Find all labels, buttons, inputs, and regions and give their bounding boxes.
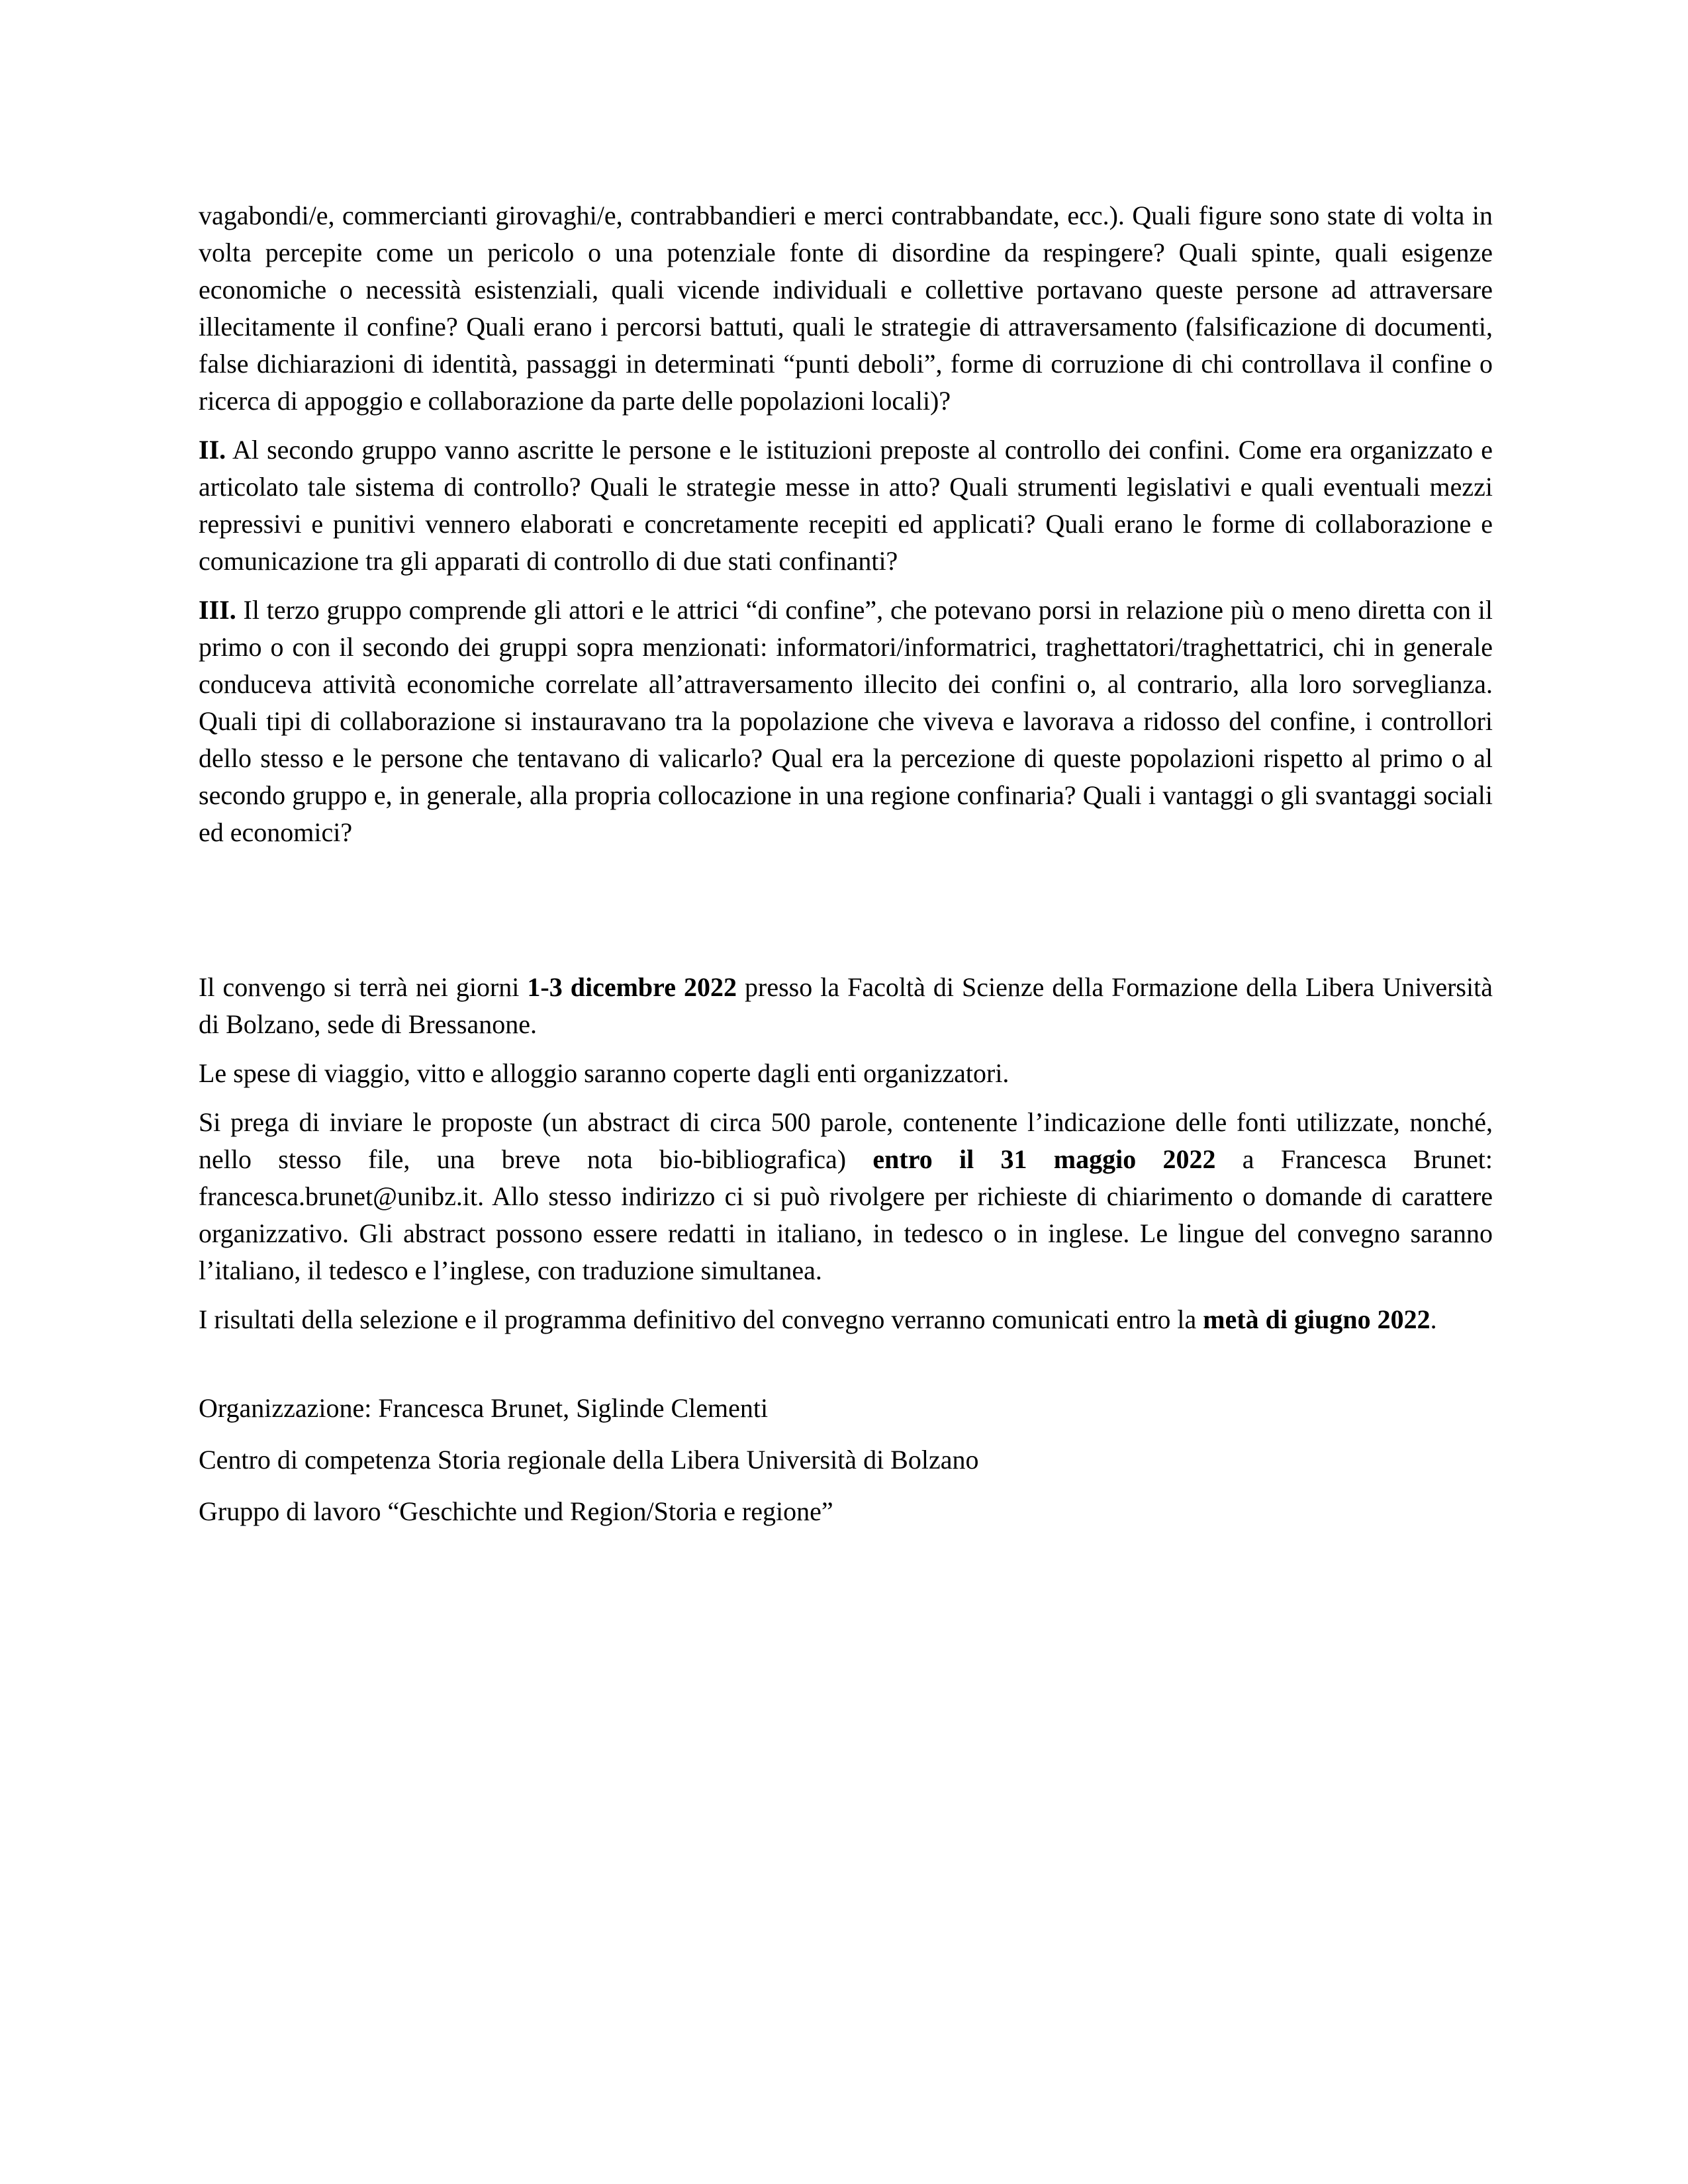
document-page: [199, 197, 1493, 1530]
intro-paragraph: [199, 197, 1493, 420]
submission-deadline: entro il 31 maggio 2022: [872, 1144, 1216, 1174]
results-date: metà di giugno 2022: [1203, 1304, 1430, 1334]
results-text-post: .: [1430, 1304, 1437, 1334]
second-group-label: II.: [199, 435, 226, 465]
submission-text-post: a Francesca Brunet: francesca.brunet@unibz.it. Allo stesso indirizzo ci si può rivolgere per richieste di chiarimento o domande di carattere organizzativo. Gli abstract possono essere redatti in italiano, in tedesco o in inglese. Le lingue del convegno saranno l’italiano, il tedesco e l’inglese, con traduzione simultanea.: [199, 1144, 1493, 1285]
second-group-paragraph: [199, 432, 1493, 580]
third-group-text: Il terzo gruppo comprende gli attori e le attrici “di confine”, che potevano porsi in relazione più o meno diretta con il primo o con il secondo dei gruppi sopra menzionati: informatori/informatrici, traghettatori/traghettatrici, chi in generale conduceva attività economiche correlate all’attraversamento illecito dei confini o, al contrario, alla loro sorveglianza. Quali tipi di collaborazione si instauravano tra la popolazione che viveva e lavorava a ridosso del confine, i controllori dello stesso e le persone che tentavano di valicarlo? Qual era la percezione di queste popolazioni rispetto al primo o al secondo gruppo e, in generale, alla propria collocazione in una regione confinaria? Quali i vantaggi o gli svantaggi sociali ed economici?: [199, 595, 1493, 847]
third-group-paragraph: [199, 592, 1493, 851]
conference-text-pre: Il convengo si terrà nei giorni: [199, 972, 528, 1002]
organizers-text: Organizzazione: Francesca Brunet, Siglinde Clementi: [199, 1393, 769, 1423]
results-paragraph: [199, 1301, 1493, 1338]
intro-text: vagabondi/e, commercianti girovaghi/e, contrabbandieri e merci contrabbandate, ecc.). Quali figure sono state di volta in volta percepite come un pericolo o una potenziale fonte di disordine da respingere? Quali spinte, quali esigenze economiche o necessità esistenziali, quali vicende individuali e collettive portavano queste persone ad attraversare illecitamente il confine? Quali erano i percorsi battuti, quali le strategie di attraversamento (falsificazione di documenti, false dichiarazioni di identità, passaggi in determinati “punti deboli”, forme di corruzione di chi controllava il confine o ricerca di appoggio e collaborazione da parte delle popolazioni locali)?: [199, 201, 1493, 416]
working-group-line: [199, 1493, 1493, 1530]
submission-paragraph: [199, 1104, 1493, 1289]
third-group-label: III.: [199, 595, 236, 625]
organizers-line: [199, 1390, 1493, 1427]
submission-text-pre: Si prega di inviare le proposte (un abstract di circa 500 parole, contenente l’indicazione delle fonti utilizzate, nonché, nello stesso file, una breve nota bio-bibliografica): [199, 1107, 1493, 1174]
competence-center-line: [199, 1441, 1493, 1479]
conference-dates: 1-3 dicembre 2022: [527, 972, 737, 1002]
working-group-text: Gruppo di lavoro “Geschichte und Region/Storia e regione”: [199, 1496, 833, 1526]
expenses-text: Le spese di viaggio, vitto e alloggio saranno coperte dagli enti organizzatori.: [199, 1058, 1009, 1088]
results-text-pre: I risultati della selezione e il programma definitivo del convegno verranno comunicati entro la: [199, 1304, 1203, 1334]
conference-paragraph: [199, 969, 1493, 1043]
conference-text-post: presso la Facoltà di Scienze della Formazione della Libera Università di Bolzano, sede di Bressanone.: [199, 972, 1493, 1039]
competence-center-text: Centro di competenza Storia regionale della Libera Università di Bolzano: [199, 1445, 979, 1475]
expenses-paragraph: [199, 1055, 1493, 1092]
second-group-text: Al secondo gruppo vanno ascritte le persone e le istituzioni preposte al controllo dei confini. Come era organizzato e articolato tale sistema di controllo? Quali le strategie messe in atto? Quali strumenti legislativi e quali eventuali mezzi repressivi e punitivi vennero elaborati e concretamente recepiti ed applicati? Quali erano le forme di collaborazione e comunicazione tra gli apparati di controllo di due stati confinanti?: [199, 435, 1493, 576]
